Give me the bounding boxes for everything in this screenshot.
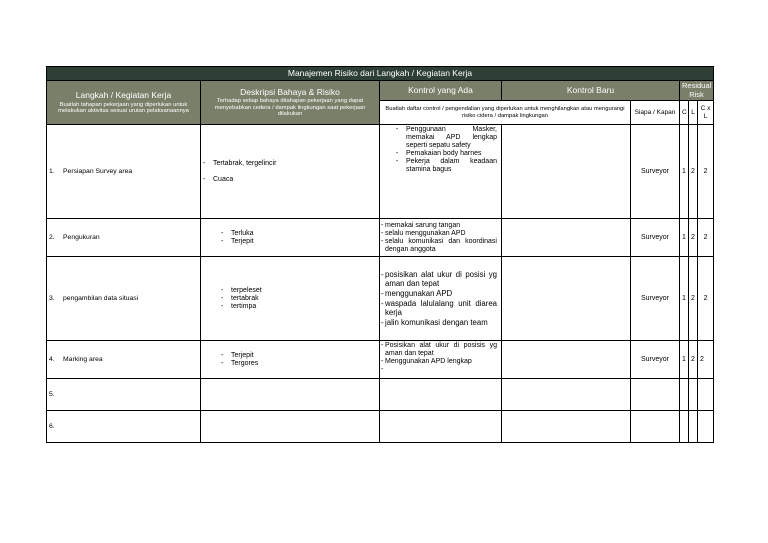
table-row xyxy=(47,219,714,257)
risk-management-table xyxy=(46,66,714,443)
header-l: L xyxy=(689,101,698,125)
row-number: 4. xyxy=(49,355,55,363)
c-cell: 1 xyxy=(680,341,689,379)
header-kontrol-sub: Buatlah daftar control / pengendalian yang diperlukan untuk menghilangkan atau mengurangi risiko cidera / dampak lingkungan xyxy=(380,101,631,125)
control-cell xyxy=(380,341,502,379)
who-cell xyxy=(631,379,680,411)
control-cell xyxy=(380,257,502,341)
cxl-cell: 2 xyxy=(698,257,714,341)
hazard-cell xyxy=(201,219,380,257)
table-row xyxy=(47,411,714,443)
who-cell: Surveyor xyxy=(631,341,680,379)
task-label: Marking area xyxy=(63,355,103,363)
hazard-item: - tertabrak xyxy=(221,295,377,303)
c-cell xyxy=(680,411,689,443)
l-cell: 2 xyxy=(689,341,698,379)
table-row xyxy=(47,341,714,379)
l-cell: 2 xyxy=(689,219,698,257)
cxl-cell: 2 xyxy=(698,125,714,219)
task-label: Pengukuran xyxy=(63,233,100,241)
task-cell xyxy=(47,257,201,341)
control-cell xyxy=(380,411,502,443)
who-cell xyxy=(631,411,680,443)
l-cell: 2 xyxy=(689,257,698,341)
new-control-cell xyxy=(502,341,631,379)
c-cell: 1 xyxy=(680,219,689,257)
who-cell: Surveyor xyxy=(631,125,680,219)
control-cell xyxy=(380,219,502,257)
control-item: - Posisikan alat ukur di posisis yg aman dan tepat xyxy=(381,342,497,358)
table-row xyxy=(47,257,714,341)
new-control-cell xyxy=(502,257,631,341)
new-control-cell xyxy=(502,219,631,257)
control-item: - Pekerja dalam keadaan stamina bagus xyxy=(396,158,497,174)
hazard-item: - Terjepit xyxy=(221,352,377,360)
task-label: Persiapan Survey area xyxy=(63,167,133,175)
who-cell: Surveyor xyxy=(631,219,680,257)
control-item: - posisikan alat ukur di posisi yg aman dan tepat xyxy=(381,270,497,289)
control-item: - waspada lalulalang unit diarea kerja xyxy=(381,299,497,318)
hazard-item: - Terjepit xyxy=(221,238,377,246)
l-cell xyxy=(689,411,698,443)
header-residual: Residual Risk xyxy=(680,81,714,101)
new-control-cell xyxy=(502,411,631,443)
table-row xyxy=(47,379,714,411)
task-cell xyxy=(47,125,201,219)
cxl-cell xyxy=(698,379,714,411)
header-kontrol-baru: Kontrol Baru xyxy=(502,81,680,101)
hazard-item: - Tergores xyxy=(221,360,377,368)
new-control-cell xyxy=(502,379,631,411)
control-item: - Penggunaan Masker, memakai APD lengkap seperti sepatu safety xyxy=(396,126,497,150)
row-number: 1. xyxy=(49,167,55,175)
task-cell xyxy=(47,341,201,379)
control-item: - menggunakan APD xyxy=(381,289,497,299)
cxl-cell: 2 xyxy=(698,341,714,379)
header-langkah-sub: Buatlah tahapan pekerjaan yang diperlukan untuk melakukan aktivitas sesuai urutan pelaksanaannya xyxy=(58,101,189,114)
table-title: Manajemen Risiko dari Langkah / Kegiatan Kerja xyxy=(47,67,714,81)
c-cell: 1 xyxy=(680,257,689,341)
header-langkah-label: Langkah / Kegiatan Kerja xyxy=(75,89,172,100)
new-control-cell xyxy=(502,125,631,219)
hazard-cell xyxy=(201,125,380,219)
task-label: pengambilan data situasi xyxy=(63,294,139,302)
hazard-item: - terpeleset xyxy=(221,287,377,295)
task-cell: 5. xyxy=(47,379,201,411)
cxl-cell: 2 xyxy=(698,219,714,257)
who-cell: Surveyor xyxy=(631,257,680,341)
control-cell xyxy=(380,125,502,219)
hazard-item: - Tertabrak, tergelincir xyxy=(203,156,377,171)
cxl-cell xyxy=(698,411,714,443)
control-item: - selalu komunikasi dan koordinasi dengan anggota xyxy=(381,238,497,254)
header-deskripsi-label: Deskripsi Bahaya & Risiko xyxy=(240,86,340,97)
row-number: 2. xyxy=(49,233,55,241)
hazard-item: - tertimpa xyxy=(221,303,377,311)
hazard-cell xyxy=(201,379,380,411)
header-c: C xyxy=(680,101,689,125)
hazard-item: - Cuaca xyxy=(203,172,377,187)
control-item: - memakai sarung tangan xyxy=(381,222,497,230)
control-item: - selalu menggunakan APD xyxy=(381,230,497,238)
task-cell: 6. xyxy=(47,411,201,443)
c-cell xyxy=(680,379,689,411)
header-langkah xyxy=(47,81,201,125)
task-cell xyxy=(47,219,201,257)
header-kontrol-ada: Kontrol yang Ada xyxy=(380,81,502,101)
header-deskripsi-sub: Terhadap setiap bahaya ditahapan pekerjaan yang dapat menyebabkan cedera / dampak lingkungan saat pekerjaan dilakukan xyxy=(214,98,366,118)
header-cxl: C x L xyxy=(698,101,714,125)
control-item: - jalin komunikasi dengan team xyxy=(381,318,497,328)
control-item: - Pemakaian body harnes xyxy=(396,150,497,158)
control-item: - Menggunakan APD lengkap xyxy=(381,358,497,366)
header-siapa: Siapa / Kapan xyxy=(631,101,680,125)
header-deskripsi xyxy=(201,81,380,125)
table-row xyxy=(47,125,714,219)
hazard-cell xyxy=(201,341,380,379)
l-cell xyxy=(689,379,698,411)
hazard-item: - Terluka xyxy=(221,230,377,238)
l-cell: 2 xyxy=(689,125,698,219)
hazard-cell xyxy=(201,411,380,443)
row-number: 3. xyxy=(49,294,55,302)
c-cell: 1 xyxy=(680,125,689,219)
hazard-cell xyxy=(201,257,380,341)
control-cell xyxy=(380,379,502,411)
